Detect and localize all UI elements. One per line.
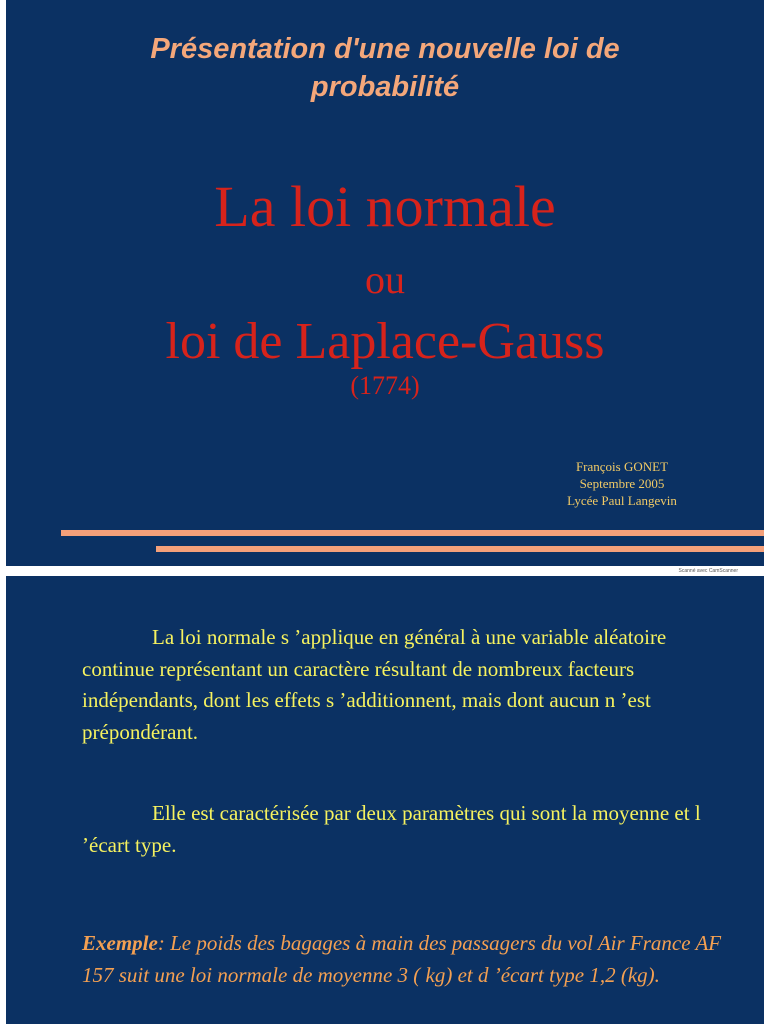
presentation-date: Septembre 2005	[579, 476, 665, 491]
author-credits	[542, 458, 702, 509]
subtitle-line-2: probabilité	[310, 71, 460, 103]
paragraph-parameters: Elle est caractérisée par deux paramètres qui sont la moyenne et l ’écart type.	[82, 801, 701, 857]
title-connector: ou	[365, 257, 405, 302]
author-name: François GONET	[575, 459, 669, 474]
school-name: Lycée Paul Langevin	[567, 493, 677, 508]
example-paragraph	[82, 928, 722, 991]
subtitle-line-1: Présentation d'une nouvelle loi de	[150, 33, 620, 65]
scan-watermark: Scanné avec CamScanner	[678, 568, 738, 574]
title-year: (1774)	[350, 371, 420, 400]
example-text: : Le poids des bagages à main des passagers du vol Air France AF 157 suit une loi normale de moyenne 3 ( kg) et d ’écart type 1,2 (kg).	[82, 931, 722, 987]
content-slide	[6, 576, 764, 1024]
slide-subtitle	[6, 30, 764, 106]
example-label: Exemple	[82, 931, 158, 955]
paragraph-definition: La loi normale s ’applique en général à une variable aléatoire continue représentant un caractère résultant de nombreux facteurs indépendants, dont les effets s ’additionnent, mais dont aucun n ’est prépondérant.	[82, 625, 667, 744]
alternate-title: loi de Laplace-Gauss	[165, 313, 605, 370]
title-slide	[6, 0, 764, 566]
main-title: La loi normale	[214, 174, 556, 239]
decorative-bar-bottom	[156, 546, 764, 552]
decorative-bar-top	[61, 530, 764, 536]
